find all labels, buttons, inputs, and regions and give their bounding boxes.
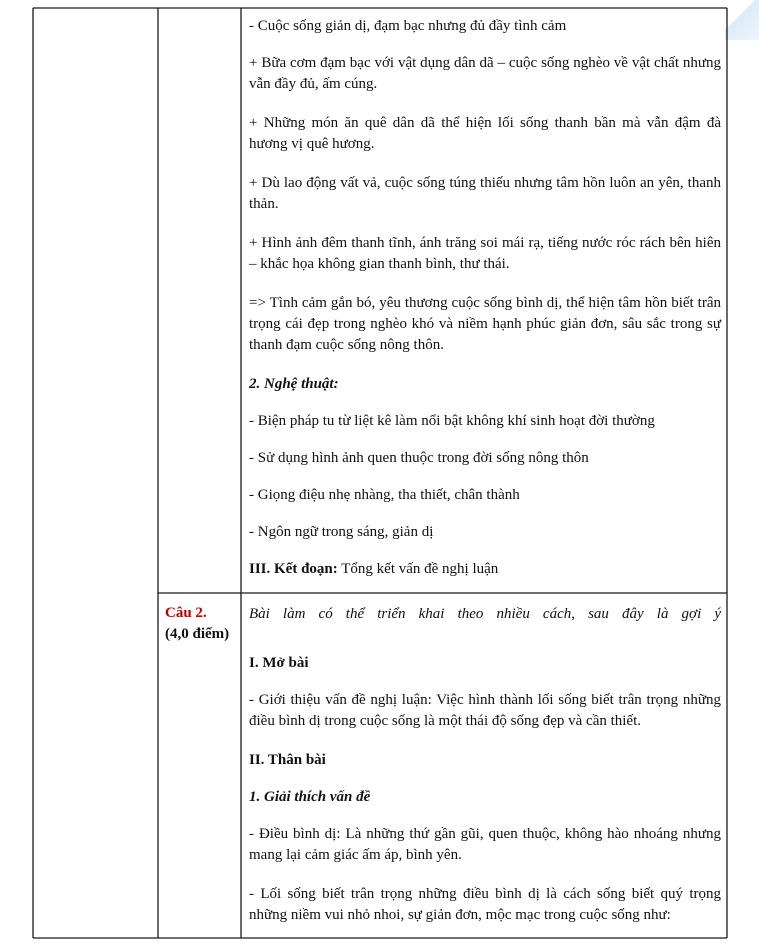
subheading-giai-thich: 1. Giải thích vấn đề (249, 789, 371, 805)
section1-paragraph: + Dù lao động vất vả, cuộc sống túng thiếu nhưng tâm hồn luôn an yên, thanh thản. (249, 175, 721, 212)
mo-bai-paragraph: - Giới thiệu vấn đề nghị luận: Việc hình thành lối sống biết trân trọng những điều bình dị trong cuộc sống là một thái độ sống đẹp và cần thiết. (249, 692, 721, 729)
art-item: - Sử dụng hình ảnh quen thuộc trong đời sống nông thôn (249, 450, 589, 466)
conclusion (249, 559, 721, 580)
heading-mo-bai: I. Mở bài (249, 655, 309, 671)
section1-summary: => Tình cảm gắn bó, yêu thương cuộc sống bình dị, thể hiện tâm hồn biết trân trọng cái đẹp trong nghèo khó và niềm hạnh phúc giản đơn, sâu sắc trong sự thanh đạm cuộc sống nông thôn. (249, 295, 721, 353)
art-item: - Giọng điệu nhẹ nhàng, tha thiết, chân thành (249, 487, 520, 503)
answer-intro: Bài làm có thể triển khai theo nhiều cách, sau đây là gợi ý (249, 606, 721, 622)
section2-content (249, 604, 721, 942)
art-heading: 2. Nghệ thuật: (249, 376, 339, 392)
section1-paragraph: + Những món ăn quê dân dã thể hiện lối sống thanh bần mà vẫn đậm đà hương vị quê hương. (249, 115, 721, 152)
art-item: - Ngôn ngữ trong sáng, giản dị (249, 524, 434, 540)
watermark-corner (725, 0, 759, 40)
question-number: Câu 2. (165, 605, 207, 621)
conclusion-label: III. Kết đoạn: (249, 561, 338, 577)
giai-thich-paragraph: - Điều bình dị: Là những thứ gần gũi, quen thuộc, không hào nhoáng nhưng mang lại cảm giác ấm áp, bình yên. (249, 826, 721, 863)
question-points: (4,0 điểm) (165, 626, 230, 642)
art-item: - Biện pháp tu từ liệt kê làm nổi bật không khí sinh hoạt đời thường (249, 413, 655, 429)
section1-paragraph: + Hình ảnh đêm thanh tĩnh, ánh trăng soi mái rạ, tiếng nước róc rách bên hiên – khắc họa không gian thanh bình, thư thái. (249, 235, 721, 272)
section1-paragraph: - Cuộc sống giản dị, đạm bạc nhưng đủ đầy tình cảm (249, 18, 567, 34)
section1-paragraph: + Bữa cơm đạm bạc với vật dụng dân dã – cuộc sống nghèo về vật chất nhưng vẫn đầy đủ, ấm cúng. (249, 55, 721, 92)
conclusion-text: Tổng kết vấn đề nghị luận (337, 561, 499, 577)
question-label (165, 603, 237, 645)
giai-thich-paragraph: - Lối sống biết trân trọng những điều bình dị là cách sống biết quý trọng những niềm vui nhỏ nhoi, sự giản đơn, mộc mạc trong cuộc sống như: (249, 886, 721, 923)
heading-than-bai: II. Thân bài (249, 752, 326, 768)
section1-content (249, 16, 721, 596)
